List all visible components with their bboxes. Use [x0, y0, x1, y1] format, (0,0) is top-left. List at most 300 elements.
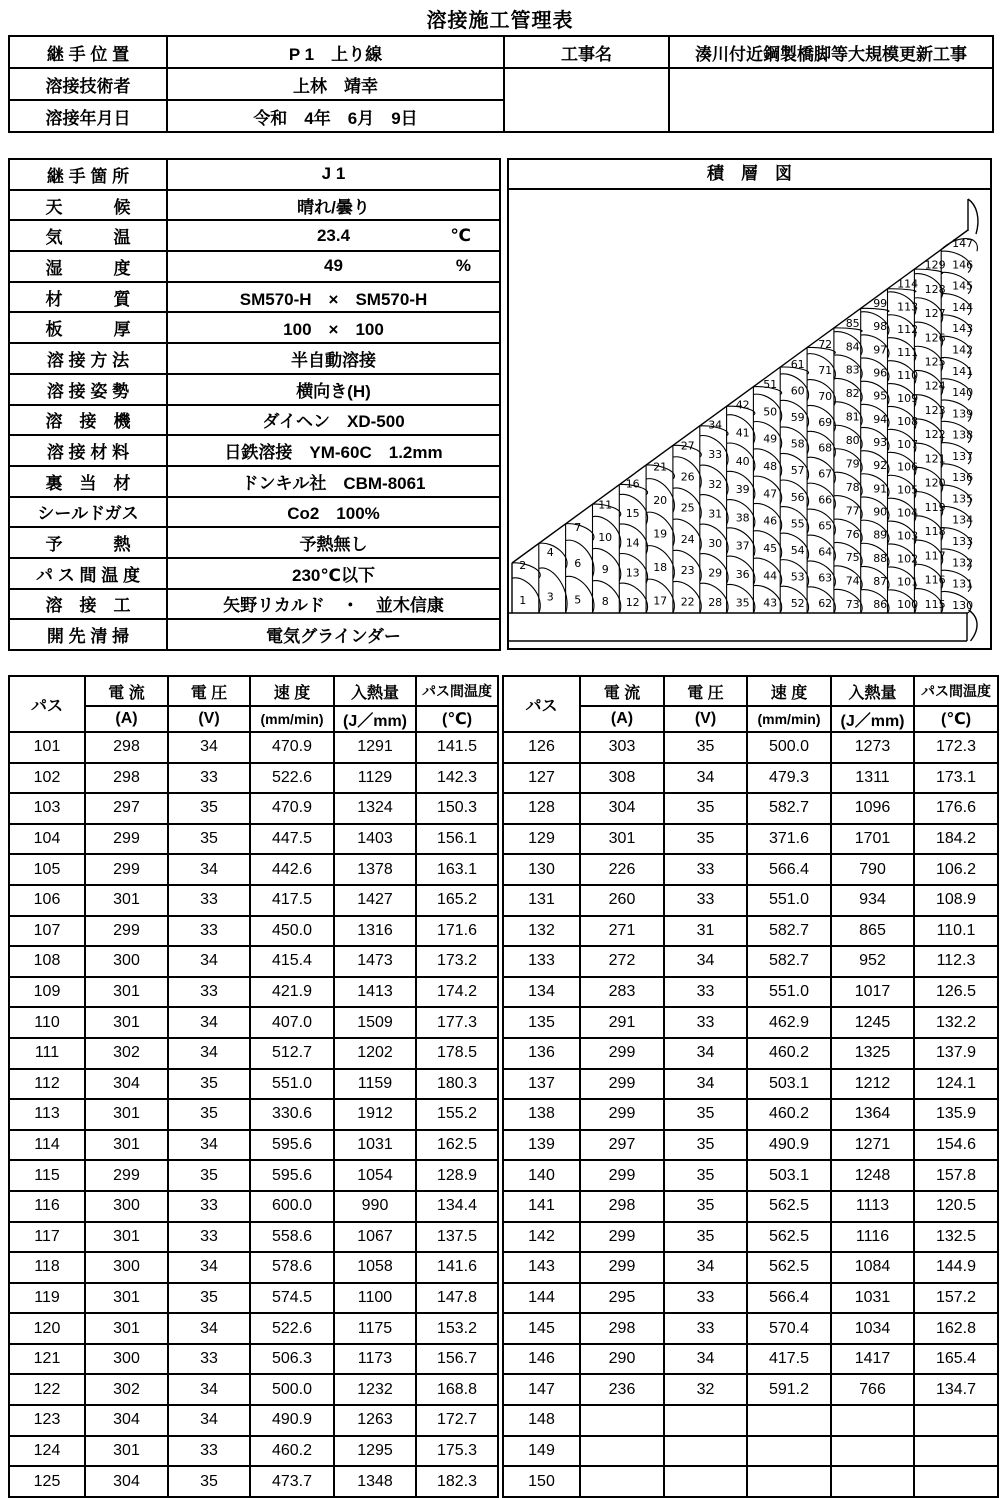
pass-id-cell: 120: [9, 1313, 85, 1344]
engineer-value: 上林 靖幸: [167, 68, 504, 100]
pass-value-cell: 35: [168, 1160, 250, 1191]
pass-number: 126: [924, 331, 946, 345]
pass-value-cell: [914, 1405, 998, 1436]
pass-value-cell: 283: [580, 977, 664, 1008]
property-label: 材 質: [9, 282, 167, 313]
pass-value-cell: [914, 1436, 998, 1467]
pass-number: 21: [653, 460, 668, 474]
pass-id-cell: 108: [9, 946, 85, 977]
pass-number: 71: [818, 363, 833, 377]
layer-diagram: [509, 188, 990, 648]
pass-number: 106: [897, 460, 919, 474]
pass-value-cell: 1271: [831, 1130, 914, 1161]
pass-value-cell: 168.8: [416, 1374, 498, 1405]
pass-number: 116: [924, 573, 946, 587]
pass-number: 103: [897, 529, 919, 543]
pass-row: [503, 1313, 998, 1344]
pass-number: 123: [924, 404, 946, 417]
pass-number: 128: [924, 282, 946, 296]
pass-row: [503, 1069, 998, 1100]
pass-number: 98: [873, 320, 888, 334]
pass-number: 93: [873, 436, 888, 449]
pass-number: 10: [598, 530, 613, 544]
pass-id-cell: 124: [9, 1436, 85, 1467]
property-row: [9, 527, 500, 558]
property-label: 継 手 箇 所: [9, 159, 167, 190]
pass-number: 65: [818, 519, 833, 533]
property-value-text: 日鉄溶接 YM-60C 1.2mm: [224, 443, 443, 463]
pass-value-cell: 34: [168, 732, 250, 763]
pass-id-cell: 101: [9, 732, 85, 763]
pass-row: [9, 793, 498, 824]
property-label: 開 先 清 掃: [9, 619, 167, 650]
pass-value-cell: 299: [85, 1160, 168, 1191]
pass-row: [503, 1191, 998, 1222]
pass-number: 95: [873, 389, 888, 403]
pass-number: 80: [845, 434, 860, 447]
pass-value-cell: 155.2: [416, 1099, 498, 1130]
pass-number: 54: [790, 543, 805, 557]
pass-value-cell: 1248: [831, 1160, 914, 1191]
info-row: [9, 36, 993, 68]
pass-row: [9, 1160, 498, 1191]
pass-number: 59: [790, 411, 805, 425]
pass-number: 143: [952, 322, 974, 336]
pass-row: [503, 1405, 998, 1436]
pass-row: [503, 946, 998, 977]
pass-number: 127: [924, 307, 946, 320]
weld-properties-table: [8, 158, 501, 651]
pass-value-cell: 35: [664, 824, 747, 855]
pass-value-cell: 154.6: [914, 1130, 998, 1161]
pass-value-cell: 790: [831, 854, 914, 885]
pass-number: 46: [763, 514, 778, 528]
pass-value-cell: 173.2: [416, 946, 498, 977]
pass-row: [503, 793, 998, 824]
pass-number: 5: [574, 593, 582, 607]
pass-value-cell: 34: [664, 1069, 747, 1100]
unit-header: (A): [85, 706, 168, 732]
property-row: [9, 312, 500, 343]
pass-id-cell: 138: [503, 1099, 580, 1130]
pass-row: [9, 1283, 498, 1314]
pass-id-cell: 137: [503, 1069, 580, 1100]
pass-value-cell: 141.6: [416, 1252, 498, 1283]
pass-value-cell: 442.6: [250, 854, 334, 885]
pass-value-cell: 134.7: [914, 1374, 998, 1405]
pass-value-cell: 522.6: [250, 763, 334, 794]
pass-number: 50: [763, 405, 778, 419]
pass-value-cell: 1054: [334, 1160, 416, 1191]
pass-value-cell: 1031: [334, 1130, 416, 1161]
property-value: [167, 159, 500, 190]
pass-value-cell: 108.9: [914, 885, 998, 916]
pass-value-cell: 1113: [831, 1191, 914, 1222]
pass-value-cell: 595.6: [250, 1160, 334, 1191]
pass-number: 92: [873, 459, 888, 473]
pass-number: 110: [897, 369, 919, 382]
pass-number: 3: [546, 590, 554, 604]
pass-id-cell: 148: [503, 1405, 580, 1436]
property-label: 裏 当 材: [9, 466, 167, 497]
col-header: 電 圧: [664, 676, 747, 706]
pass-value-cell: 142.3: [416, 763, 498, 794]
pass-number: 86: [873, 598, 888, 612]
property-label: 板 厚: [9, 312, 167, 343]
pass-value-cell: 1232: [334, 1374, 416, 1405]
property-row: [9, 466, 500, 497]
pass-number: 104: [897, 506, 919, 520]
pass-value-cell: 330.6: [250, 1099, 334, 1130]
pass-value-cell: [664, 1466, 747, 1497]
pass-value-cell: 297: [580, 1130, 664, 1161]
pass-number: 13: [625, 566, 640, 580]
pass-value-cell: 128.9: [416, 1160, 498, 1191]
pass-value-cell: 1509: [334, 1007, 416, 1038]
pass-number: 29: [708, 566, 723, 580]
pass-number: 61: [790, 358, 805, 371]
pass-number: 27: [680, 439, 695, 453]
pass-value-cell: 566.4: [747, 1283, 831, 1314]
pass-number: 8: [601, 594, 609, 608]
property-value-text: Co2 100%: [287, 504, 380, 524]
pass-value-cell: 301: [85, 1436, 168, 1467]
pass-number: 88: [873, 551, 888, 565]
property-value-text: SM570-H × SM570-H: [239, 289, 428, 309]
pass-number: 58: [790, 437, 805, 451]
pass-row: [9, 1252, 498, 1283]
pass-value-cell: 1173: [334, 1344, 416, 1375]
pass-value-cell: 299: [580, 1252, 664, 1283]
pass-id-cell: 127: [503, 763, 580, 794]
pass-number: 68: [818, 441, 833, 455]
pass-id-cell: 109: [9, 977, 85, 1008]
pass-row: [9, 977, 498, 1008]
pass-number: 142: [952, 343, 974, 357]
pass-value-cell: 157.8: [914, 1160, 998, 1191]
pass-number: 25: [680, 501, 695, 515]
pass-value-cell: 34: [168, 1374, 250, 1405]
pass-value-cell: 175.3: [416, 1436, 498, 1467]
pass-value-cell: 33: [664, 885, 747, 916]
pass-value-cell: 301: [85, 885, 168, 916]
pass-row: [9, 763, 498, 794]
pass-value-cell: 415.4: [250, 946, 334, 977]
property-value-text: 100 × 100: [283, 320, 384, 340]
pass-number: 56: [790, 490, 805, 504]
pass-value-cell: 551.0: [747, 977, 831, 1008]
pass-value-cell: 144.9: [914, 1252, 998, 1283]
pass-value-cell: 566.4: [747, 854, 831, 885]
pass-number: 2: [519, 559, 527, 573]
pass-value-cell: 33: [168, 977, 250, 1008]
joint-position-label: 継 手 位 置: [9, 36, 167, 68]
pass-value-cell: 1263: [334, 1405, 416, 1436]
pass-value-cell: 137.9: [914, 1038, 998, 1069]
pass-value-cell: 470.9: [250, 732, 334, 763]
pass-number: 114: [897, 277, 919, 291]
pass-value-cell: 33: [664, 854, 747, 885]
pass-id-cell: 105: [9, 854, 85, 885]
cap-outer-edge: [968, 199, 978, 234]
property-value: [167, 251, 500, 282]
property-label: 溶 接 材 料: [9, 435, 167, 466]
property-row: [9, 405, 500, 436]
pass-value-cell: 570.4: [747, 1313, 831, 1344]
pass-number: 79: [845, 457, 860, 471]
pass-value-cell: 34: [168, 1313, 250, 1344]
pass-row: [9, 1038, 498, 1069]
pass-value-cell: 299: [580, 1099, 664, 1130]
pass-value-cell: 865: [831, 916, 914, 947]
pass-number: 51: [763, 378, 778, 392]
pass-value-cell: 299: [85, 824, 168, 855]
pass-number: 112: [897, 323, 919, 337]
pass-number: 48: [763, 460, 778, 474]
pass-row: [503, 1344, 998, 1375]
property-label: 溶 接 工: [9, 589, 167, 620]
pass-number: 85: [845, 316, 860, 330]
pass-value-cell: 132.5: [914, 1222, 998, 1253]
pass-number: 15: [625, 507, 640, 521]
property-label: 天 候: [9, 190, 167, 221]
pass-value-cell: 595.6: [250, 1130, 334, 1161]
pass-value-cell: 298: [580, 1191, 664, 1222]
pass-value-cell: [664, 1405, 747, 1436]
pass-value-cell: 562.5: [747, 1191, 831, 1222]
pass-value-cell: [580, 1466, 664, 1497]
pass-row: [9, 1130, 498, 1161]
pass-id-cell: 128: [503, 793, 580, 824]
property-value-text: 晴れ/曇り: [297, 197, 370, 217]
pass-value-cell: 301: [85, 1222, 168, 1253]
pass-id-cell: 106: [9, 885, 85, 916]
pass-value-cell: 35: [664, 732, 747, 763]
pass-row: [503, 1436, 998, 1467]
property-value-text: 横向き(H): [296, 381, 371, 401]
pass-number: 14: [625, 536, 640, 550]
pass-value-cell: 1912: [334, 1099, 416, 1130]
pass-number: 37: [735, 539, 750, 553]
pass-id-cell: 119: [9, 1283, 85, 1314]
pass-row: [9, 946, 498, 977]
pass-value-cell: 1364: [831, 1099, 914, 1130]
pass-id-cell: 144: [503, 1283, 580, 1314]
pass-value-cell: 1212: [831, 1069, 914, 1100]
pass-value-cell: 308: [580, 763, 664, 794]
pass-number: 119: [924, 500, 946, 514]
pass-number: 145: [952, 279, 974, 293]
pass-id-cell: 147: [503, 1374, 580, 1405]
layer-diagram-panel: [507, 158, 992, 650]
pass-number: 82: [845, 387, 860, 401]
pass-value-cell: 479.3: [747, 763, 831, 794]
pass-number: 42: [735, 398, 750, 412]
property-label: 気 温: [9, 220, 167, 251]
pass-value-cell: 35: [664, 1130, 747, 1161]
pass-number: 132: [952, 556, 974, 570]
pass-value-cell: 33: [664, 1313, 747, 1344]
pass-value-cell: 126.5: [914, 977, 998, 1008]
property-value: [167, 589, 500, 620]
pass-number: 133: [952, 535, 974, 548]
pass-value-cell: 1067: [334, 1222, 416, 1253]
pass-value-cell: 34: [664, 763, 747, 794]
pass-number: 122: [924, 428, 946, 442]
pass-number: 115: [924, 597, 946, 611]
pass-value-cell: [914, 1466, 998, 1497]
pass-value-cell: 236: [580, 1374, 664, 1405]
pass-value-cell: 506.3: [250, 1344, 334, 1375]
property-value: [167, 466, 500, 497]
pass-value-cell: 150.3: [416, 793, 498, 824]
pass-value-cell: 447.5: [250, 824, 334, 855]
pass-id-cell: 135: [503, 1007, 580, 1038]
pass-row: [503, 1038, 998, 1069]
pass-value-cell: 34: [664, 1038, 747, 1069]
pass-value-cell: 174.2: [416, 977, 498, 1008]
layer-diagram-title: 積 層 図: [509, 160, 990, 190]
pass-value-cell: 31: [664, 916, 747, 947]
pass-value-cell: 558.6: [250, 1222, 334, 1253]
pass-id-cell: 140: [503, 1160, 580, 1191]
pass-id-cell: 115: [9, 1160, 85, 1191]
pass-number: 113: [897, 300, 919, 314]
property-value-text: J 1: [321, 164, 346, 184]
pass-number: 34: [708, 418, 723, 432]
pass-number: 17: [653, 594, 668, 608]
pass-number: 70: [818, 389, 833, 403]
pass-value-cell: 302: [85, 1374, 168, 1405]
pass-value-cell: 574.5: [250, 1283, 334, 1314]
pass-number: 77: [845, 504, 860, 518]
pass-value-cell: 300: [85, 1252, 168, 1283]
pass-number: 11: [598, 498, 613, 512]
pass-value-cell: 1295: [334, 1436, 416, 1467]
pass-value-cell: 1348: [334, 1466, 416, 1497]
pass-value-cell: 162.5: [416, 1130, 498, 1161]
pass-value-cell: 1701: [831, 824, 914, 855]
pass-number: 36: [735, 568, 750, 581]
col-header: 入熱量: [334, 676, 416, 706]
pass-number: 99: [873, 297, 888, 311]
pass-row: [503, 854, 998, 885]
pass-number: 69: [818, 415, 833, 429]
property-label: 溶 接 方 法: [9, 343, 167, 374]
pass-number: 23: [680, 564, 695, 578]
unit-header: (℃): [914, 706, 998, 732]
pass-value-cell: 1017: [831, 977, 914, 1008]
property-label: パ ス 間 温 度: [9, 558, 167, 589]
pass-value-cell: 1325: [831, 1038, 914, 1069]
pass-row: [503, 1222, 998, 1253]
pass-value-cell: 176.6: [914, 793, 998, 824]
pass-value-cell: 33: [168, 1344, 250, 1375]
pass-value-cell: 990: [334, 1191, 416, 1222]
property-row: [9, 282, 500, 313]
pass-value-cell: 1175: [334, 1313, 416, 1344]
pass-row: [503, 1160, 998, 1191]
pass-value-cell: 34: [664, 1252, 747, 1283]
pass-value-cell: 1031: [831, 1283, 914, 1314]
property-value-text: 230℃以下: [292, 565, 375, 585]
pass-id-cell: 110: [9, 1007, 85, 1038]
col-header: 速 度: [747, 676, 831, 706]
pass-value-cell: 35: [664, 793, 747, 824]
pass-value-cell: 124.1: [914, 1069, 998, 1100]
pass-row: [503, 916, 998, 947]
pass-value-cell: 172.3: [914, 732, 998, 763]
pass-row: [503, 885, 998, 916]
pass-value-cell: 1324: [334, 793, 416, 824]
pass-value-cell: 34: [168, 854, 250, 885]
pass-number: 16: [625, 477, 640, 491]
property-value-text: 23.4: [316, 225, 351, 245]
property-value: [167, 405, 500, 436]
weld-date-value: 令和 4年 6月 9日: [167, 100, 504, 132]
pass-value-cell: 417.5: [250, 885, 334, 916]
pass-number: 117: [924, 549, 946, 563]
property-label: 溶 接 姿 勢: [9, 374, 167, 405]
property-value-text: 電気グラインダー: [266, 627, 401, 647]
pass-value-cell: 300: [85, 1191, 168, 1222]
pass-value-cell: 135.9: [914, 1099, 998, 1130]
property-row: [9, 343, 500, 374]
pass-row: [9, 732, 498, 763]
pass-value-cell: 299: [580, 1222, 664, 1253]
property-value-text: ドンキル社 CBM-8061: [241, 473, 426, 493]
pass-value-cell: 301: [85, 1007, 168, 1038]
pass-value-cell: 470.9: [250, 793, 334, 824]
pass-id-cell: 130: [503, 854, 580, 885]
pass-row: [503, 763, 998, 794]
pass-value-cell: 291: [580, 1007, 664, 1038]
unit-header: (mm/min): [250, 706, 334, 732]
property-row: [9, 190, 500, 221]
pass-row: [9, 1405, 498, 1436]
pass-row: [503, 1130, 998, 1161]
pass-number: 33: [708, 448, 723, 462]
pass-value-cell: 1084: [831, 1252, 914, 1283]
pass-id-cell: 111: [9, 1038, 85, 1069]
project-name-label: 工事名: [504, 36, 669, 68]
pass-value-cell: [831, 1466, 914, 1497]
pass-value-cell: 301: [85, 1130, 168, 1161]
pass-id-cell: 104: [9, 824, 85, 855]
pass-col-header: パス: [503, 676, 580, 732]
pass-row: [9, 1007, 498, 1038]
pass-number: 72: [818, 338, 833, 351]
pass-value-cell: 171.6: [416, 916, 498, 947]
pass-number: 53: [790, 570, 805, 584]
pass-number: 64: [818, 545, 833, 559]
pass-value-cell: 551.0: [250, 1069, 334, 1100]
pass-value-cell: 1129: [334, 763, 416, 794]
pass-number: 81: [845, 410, 860, 424]
pass-id-cell: 136: [503, 1038, 580, 1069]
pass-value-cell: 33: [168, 1222, 250, 1253]
document-title: 溶接施工管理表: [426, 10, 574, 32]
pass-number: 38: [735, 511, 750, 525]
pass-value-cell: [747, 1466, 831, 1497]
pass-value-cell: 304: [85, 1069, 168, 1100]
pass-id-cell: 117: [9, 1222, 85, 1253]
pass-value-cell: 35: [168, 1099, 250, 1130]
pass-id-cell: 142: [503, 1222, 580, 1253]
pass-number: 74: [845, 574, 860, 588]
pass-value-cell: 173.1: [914, 763, 998, 794]
pass-value-cell: 163.1: [416, 854, 498, 885]
